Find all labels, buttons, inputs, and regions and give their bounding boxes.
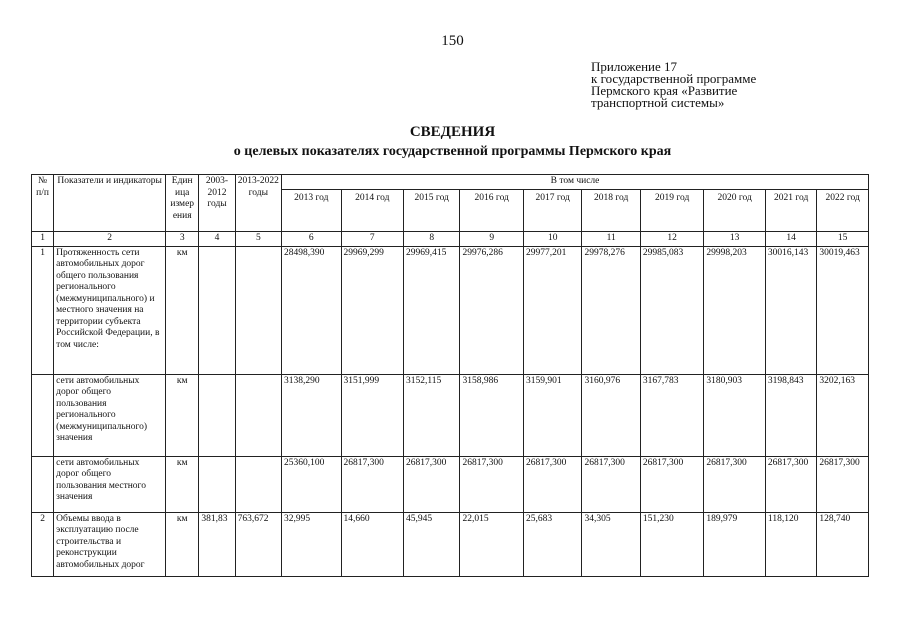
value-2013-2022 [235, 456, 281, 512]
year-value: 26817,300 [460, 456, 524, 512]
year-value: 30019,463 [817, 246, 869, 374]
year-value: 28498,390 [282, 246, 341, 374]
column-number: 15 [817, 231, 869, 246]
year-value: 3151,999 [341, 374, 404, 456]
year-value: 34,305 [582, 512, 640, 576]
document-title: СВЕДЕНИЯ [409, 124, 496, 140]
year-value: 3158,986 [460, 374, 524, 456]
column-number: 5 [235, 231, 281, 246]
header-including: В том числе [282, 175, 869, 190]
column-number: 1 [32, 231, 54, 246]
appendix-line: к государственной программе [591, 71, 757, 86]
header-period-2003-2012: 2003-2012 годы [199, 175, 235, 232]
value-2013-2022 [235, 374, 281, 456]
header-period-2013-2022: 2013-2022 годы [235, 175, 281, 232]
year-value: 151,230 [640, 512, 704, 576]
year-value: 3152,115 [404, 374, 460, 456]
column-number-row [32, 231, 869, 246]
unit-cell: км [166, 512, 199, 576]
year-value: 3138,290 [282, 374, 341, 456]
table-head [32, 175, 869, 247]
appendix-line: Пермского края «Развитие [591, 83, 738, 98]
header-year: 2013 год [282, 189, 341, 231]
year-value: 29985,083 [640, 246, 704, 374]
header-year: 2019 год [640, 189, 704, 231]
header-year: 2021 год [765, 189, 816, 231]
table-row [32, 374, 869, 456]
column-number: 10 [523, 231, 581, 246]
year-value: 3167,783 [640, 374, 704, 456]
header-year: 2015 год [404, 189, 460, 231]
year-value: 14,660 [341, 512, 404, 576]
unit-cell: км [166, 374, 199, 456]
column-number: 9 [460, 231, 524, 246]
header-year: 2017 год [523, 189, 581, 231]
value-2003-2012 [199, 456, 235, 512]
value-2003-2012: 381,83 [199, 512, 235, 576]
header-year: 2018 год [582, 189, 640, 231]
unit-cell: км [166, 456, 199, 512]
year-value: 3198,843 [765, 374, 816, 456]
year-value: 29977,201 [523, 246, 581, 374]
year-value: 29969,299 [341, 246, 404, 374]
year-value: 26817,300 [765, 456, 816, 512]
indicators-table [31, 174, 869, 577]
indicator-name: Объемы ввода в эксплуатацию после строительства и реконструкции автомобильных дорог [54, 512, 166, 576]
year-value: 32,995 [282, 512, 341, 576]
year-value: 189,979 [704, 512, 766, 576]
year-value: 29969,415 [404, 246, 460, 374]
header-indicator: Показатели и индикаторы [54, 175, 166, 232]
header-year: 2016 год [460, 189, 524, 231]
year-value: 26817,300 [817, 456, 869, 512]
year-value: 118,120 [765, 512, 816, 576]
year-value: 26817,300 [404, 456, 460, 512]
year-value: 26817,300 [640, 456, 704, 512]
header-year: 2014 год [341, 189, 404, 231]
appendix-note [591, 61, 756, 109]
table-row [32, 456, 869, 512]
value-2003-2012 [199, 246, 235, 374]
year-value: 3160,976 [582, 374, 640, 456]
header-year: 2022 год [817, 189, 869, 231]
row-number: 2 [32, 512, 54, 576]
column-number: 7 [341, 231, 404, 246]
year-value: 128,740 [817, 512, 869, 576]
year-value: 25360,100 [282, 456, 341, 512]
year-value: 26817,300 [341, 456, 404, 512]
column-number: 2 [54, 231, 166, 246]
column-number: 12 [640, 231, 704, 246]
page-number: 150 [441, 33, 464, 49]
year-value: 29976,286 [460, 246, 524, 374]
unit-cell: км [166, 246, 199, 374]
row-number [32, 374, 54, 456]
year-value: 25,683 [523, 512, 581, 576]
year-value: 29998,203 [704, 246, 766, 374]
column-number: 13 [704, 231, 766, 246]
value-2013-2022: 763,672 [235, 512, 281, 576]
appendix-line: транспортной системы» [591, 95, 725, 110]
year-value: 45,945 [404, 512, 460, 576]
value-2013-2022 [235, 246, 281, 374]
column-number: 6 [282, 231, 341, 246]
column-number: 4 [199, 231, 235, 246]
column-number: 8 [404, 231, 460, 246]
header-year: 2020 год [704, 189, 766, 231]
year-value: 22,015 [460, 512, 524, 576]
column-number: 14 [765, 231, 816, 246]
year-value: 29978,276 [582, 246, 640, 374]
year-value: 26817,300 [523, 456, 581, 512]
column-number: 11 [582, 231, 640, 246]
year-value: 26817,300 [582, 456, 640, 512]
indicator-name: сети автомобильных дорог общего пользования регионального (межмуниципального) значения [54, 374, 166, 456]
document-subtitle: о целевых показателях государственной программы Пермского края [233, 144, 672, 159]
table-row [32, 512, 869, 576]
row-number: 1 [32, 246, 54, 374]
column-number: 3 [166, 231, 199, 246]
year-value: 3202,163 [817, 374, 869, 456]
table-row [32, 246, 869, 374]
row-number [32, 456, 54, 512]
header-unit: Един ица измер ения [166, 175, 199, 232]
header-no: № п/п [32, 175, 54, 232]
appendix-line: Приложение 17 [591, 59, 678, 74]
indicator-name: сети автомобильных дорог общего пользования местного значения [54, 456, 166, 512]
year-value: 3180,903 [704, 374, 766, 456]
year-value: 3159,901 [523, 374, 581, 456]
table-body [32, 246, 869, 576]
indicator-name: Протяженность сети автомобильных дорог общего пользования регионального (межмуниципального) и местного значения на территории субъекта Российской Федерации, в том числе: [54, 246, 166, 374]
year-value: 30016,143 [765, 246, 816, 374]
value-2003-2012 [199, 374, 235, 456]
year-value: 26817,300 [704, 456, 766, 512]
